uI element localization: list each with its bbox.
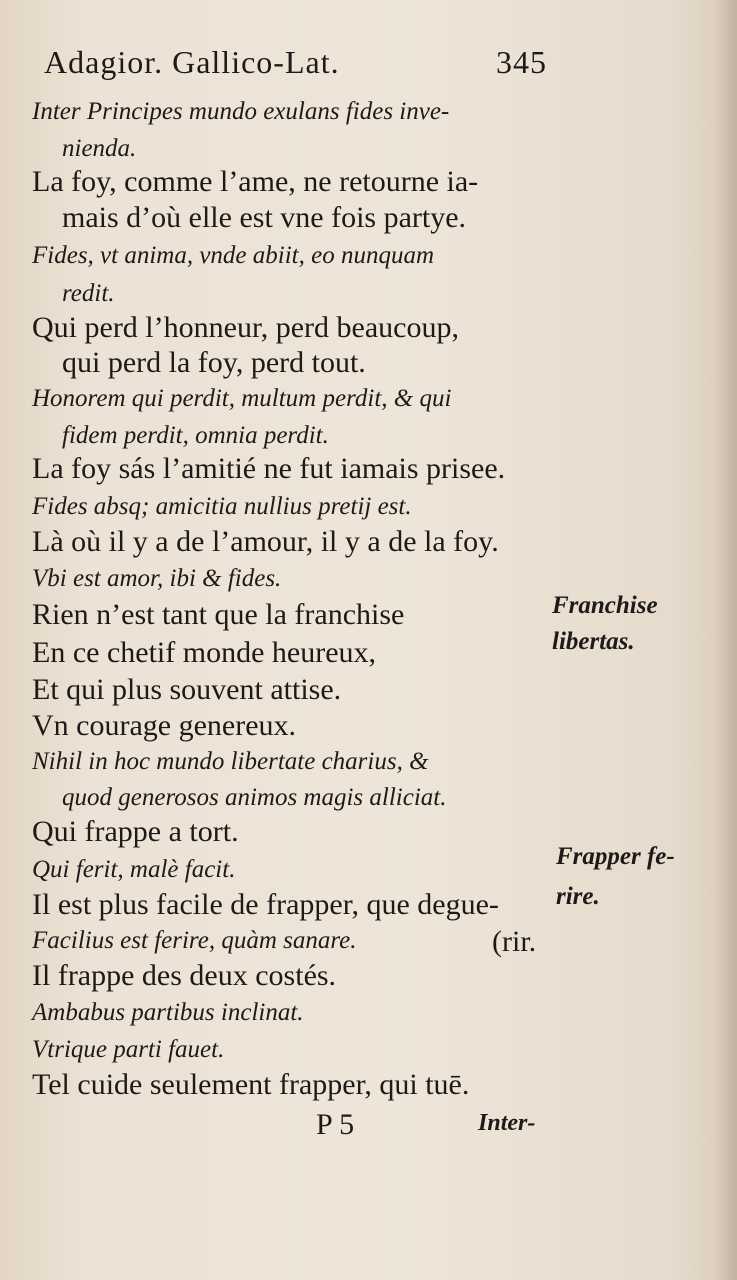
text-line: Honorem qui perdit, multum perdit, & qui xyxy=(32,385,452,412)
text-line: quod generosos animos magis alliciat. xyxy=(62,784,447,811)
text-line: fidem perdit, omnia perdit. xyxy=(62,422,329,449)
text-line: Qui perd l’honneur, perd beaucoup, xyxy=(32,311,459,344)
text-line: nienda. xyxy=(62,135,137,162)
text-line: Qui ferit, malè facit. xyxy=(32,856,236,883)
text-line: Vtrique parti fauet. xyxy=(32,1036,225,1063)
catchword: Inter- xyxy=(478,1110,536,1136)
text-line: La foy, comme l’ame, ne retourne ia- xyxy=(32,165,479,198)
text-line: redit. xyxy=(62,280,115,307)
text-line: Il frappe des deux costés. xyxy=(32,959,337,992)
text-line: Ambabus partibus inclinat. xyxy=(32,999,304,1026)
text-line: Il est plus facile de frapper, que degue- xyxy=(32,888,499,921)
running-header xyxy=(44,44,564,81)
page-edge-shadow xyxy=(715,0,737,1280)
text-line: Vbi est amor, ibi & fides. xyxy=(32,565,282,592)
margin-note-franchise: Franchise xyxy=(552,592,658,619)
text-line: En ce chetif monde heureux, xyxy=(32,636,377,669)
text-line: Rien n’est tant que la franchise xyxy=(32,598,405,631)
text-line: Et qui plus souvent attise. xyxy=(32,673,342,706)
text-line: Vn courage genereux. xyxy=(32,709,297,742)
text-line: Là où il y a de l’amour, il y a de la foy. xyxy=(32,525,499,558)
text-line: Fides absq; amicitia nullius pretij est. xyxy=(32,493,412,520)
page-number: 345 xyxy=(496,44,547,80)
text-line: Nihil in hoc mundo libertate charius, & xyxy=(32,748,429,775)
text-line: Facilius est ferire, quàm sanare. xyxy=(32,927,357,954)
text-line: Inter Principes mundo exulans fides inve- xyxy=(32,98,450,125)
text-line: La foy sás l’amitié ne fut iamais prisee. xyxy=(32,452,506,485)
text-line: Qui frappe a tort. xyxy=(32,815,239,848)
text-line: qui perd la foy, perd tout. xyxy=(62,346,366,379)
text-line: Fides, vt anima, vnde abiit, eo nunquam xyxy=(32,242,435,269)
text-line: mais d’où elle est vne fois partye. xyxy=(62,201,467,234)
signature-mark: P 5 xyxy=(316,1108,355,1141)
margin-note-frapper: Frapper fe- xyxy=(556,843,675,870)
margin-note-rire: rire. xyxy=(556,883,600,910)
text-line: Tel cuide seulement frapper, qui tuē. xyxy=(32,1068,470,1101)
margin-note-libertas: libertas. xyxy=(552,628,635,655)
running-title: Adagior. Gallico-Lat. xyxy=(44,44,340,80)
turnover-line: (rir. xyxy=(492,925,537,958)
